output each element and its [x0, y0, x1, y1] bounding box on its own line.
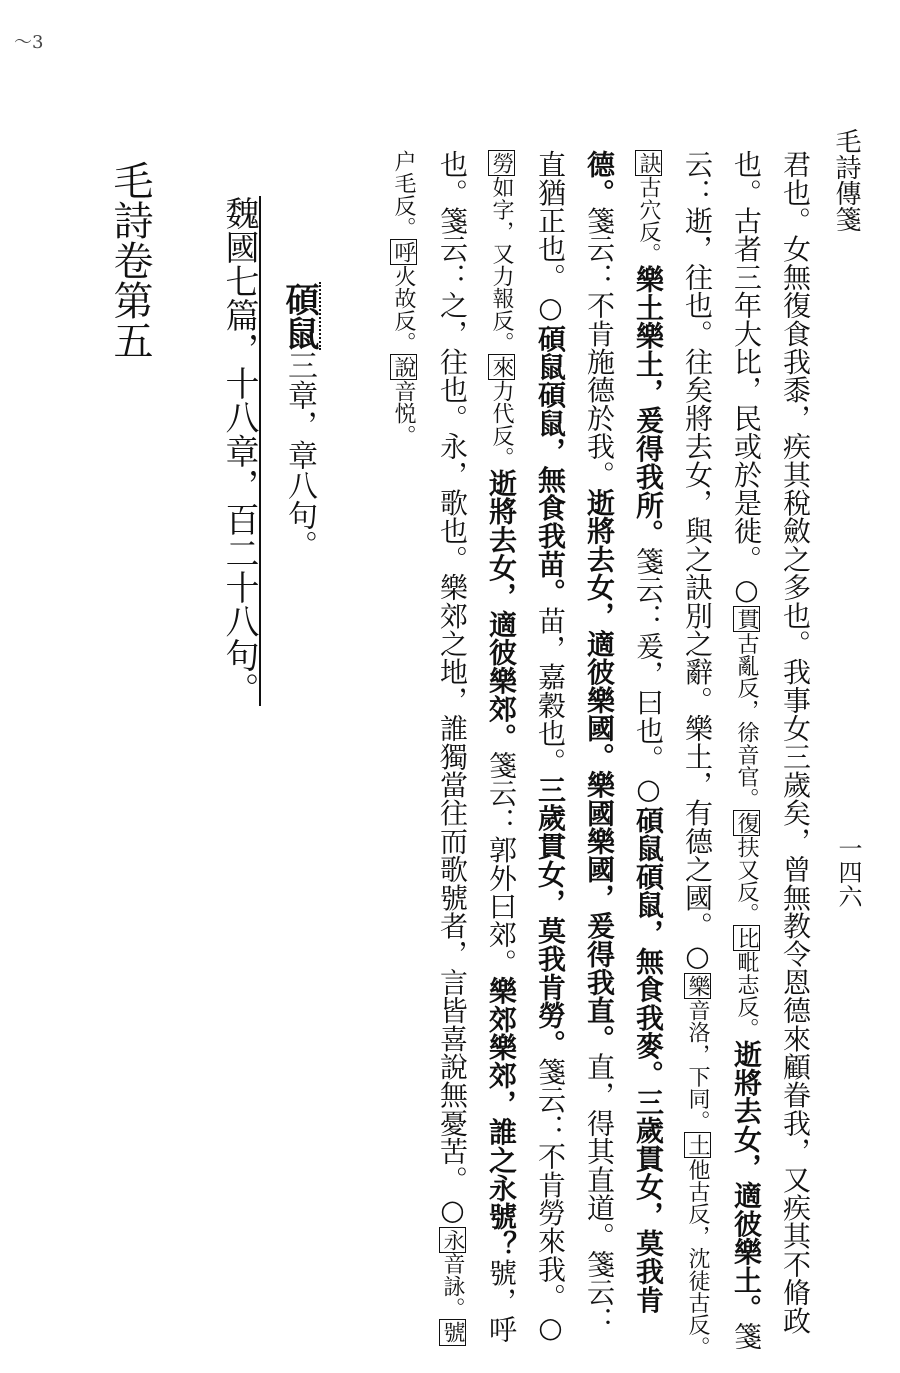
- commentary-text: 古者三年大比，民或於是徙。○: [730, 206, 763, 607]
- pronunciation-note: 火故反。: [391, 265, 416, 354]
- commentary-text: 苗，嘉穀也。: [534, 606, 567, 776]
- commentary-text: 箋云：不肯施德於我。: [583, 206, 616, 489]
- poem-structure: 三章，章八句。: [282, 350, 317, 560]
- boxed-character: 比: [734, 927, 759, 950]
- pronunciation-note: 户: [391, 150, 416, 173]
- commentary-text: 直，得其直道。箋云：直猶正也。: [534, 150, 616, 1335]
- pronunciation-note: 如字，: [489, 176, 514, 243]
- verse-text: 樂土樂土，爰得我所。: [632, 265, 665, 548]
- boxed-character: 說: [391, 355, 416, 379]
- verse-text: 樂郊樂郊，誰之永號？: [485, 976, 518, 1259]
- commentary-text: 號，: [485, 1258, 518, 1315]
- commentary-text: 箋云：郭外曰郊。: [485, 750, 518, 977]
- verse-text: 逝將去女，適彼樂: [583, 488, 616, 715]
- commentary-text: 君也。女無復食我黍，疾其稅斂之多也。我事女三歲矣，曾無教令恩德來顧眷我，又疾其不脩政也。: [730, 150, 812, 1335]
- pronunciation-note: 古亂反，徐音官。: [734, 632, 759, 811]
- verse-text: 逝將去女，適彼樂郊。: [485, 468, 518, 751]
- verse-text: ○碩鼠碩鼠，無食我苗。: [534, 291, 567, 607]
- volume-end-title: 毛詩卷第五: [107, 160, 153, 360]
- verse-text: 三歲貫女，莫我肯勞。: [534, 775, 567, 1058]
- boxed-character: 勞: [489, 152, 514, 175]
- commentary-text: 呼也。箋云：之，往也。永，歌也。樂郊之地，誰獨當往而歌號者，言皆喜說無憂苦。○: [436, 150, 518, 1344]
- pronunciation-note: 反。: [685, 1313, 710, 1359]
- boxed-character: 號: [440, 1321, 465, 1344]
- summary-text: 魏國七篇，十八章，百二十八句。: [219, 196, 259, 706]
- boxed-character: 呼: [391, 240, 416, 264]
- commentary-text: 箋云：爰，曰也。: [632, 547, 665, 773]
- boxed-character: 來: [489, 355, 514, 379]
- pronunciation-note: 音悦。: [391, 380, 416, 447]
- commentary-text: 箋云：不肯勞來我。○: [534, 1057, 567, 1345]
- pronunciation-note: 音詠。: [440, 1252, 465, 1320]
- boxed-character: 復: [734, 812, 759, 835]
- state-summary: [219, 196, 259, 706]
- poem-name: 碩鼠: [279, 282, 319, 350]
- pronunciation-note: 古穴反。: [636, 176, 661, 266]
- pronunciation-note: 毛反。: [391, 172, 416, 239]
- boxed-character: 土: [685, 1134, 710, 1157]
- pronunciation-note: 毗志反。: [734, 951, 759, 1041]
- boxed-character: 樂: [685, 974, 710, 998]
- page-number: 一四六: [834, 836, 862, 908]
- running-header-title: 毛詩傳箋: [831, 128, 861, 232]
- pronunciation-note: 又力報反。: [489, 242, 514, 354]
- pronunciation-note: 扶又反。: [734, 836, 759, 926]
- pronunciation-note: 力代反。: [489, 380, 514, 469]
- main-text-block: [330, 150, 820, 1360]
- verse-text: ○碩鼠碩鼠，無食我麥。三歲貫女，莫我肯德。: [583, 150, 665, 1314]
- pronunciation-note: 音洛，下同。: [685, 999, 710, 1133]
- boxed-character: 貫: [734, 608, 759, 631]
- verse-text: 國。樂國樂國，爰得我直。: [583, 714, 616, 1053]
- boxed-character: 永: [440, 1228, 465, 1251]
- poem-section-title: [279, 282, 319, 560]
- pronunciation-note: 他古反，沈徒古: [685, 1158, 710, 1314]
- verse-text: 逝將去女，適彼樂土。: [730, 1040, 763, 1323]
- boxed-character: 訣: [636, 152, 661, 175]
- corner-mark: 〜3: [14, 32, 44, 53]
- commentary-text: 箋云：逝，往也。往矣將去女，與之訣別之辭。樂土，有德之國。○: [681, 150, 763, 1351]
